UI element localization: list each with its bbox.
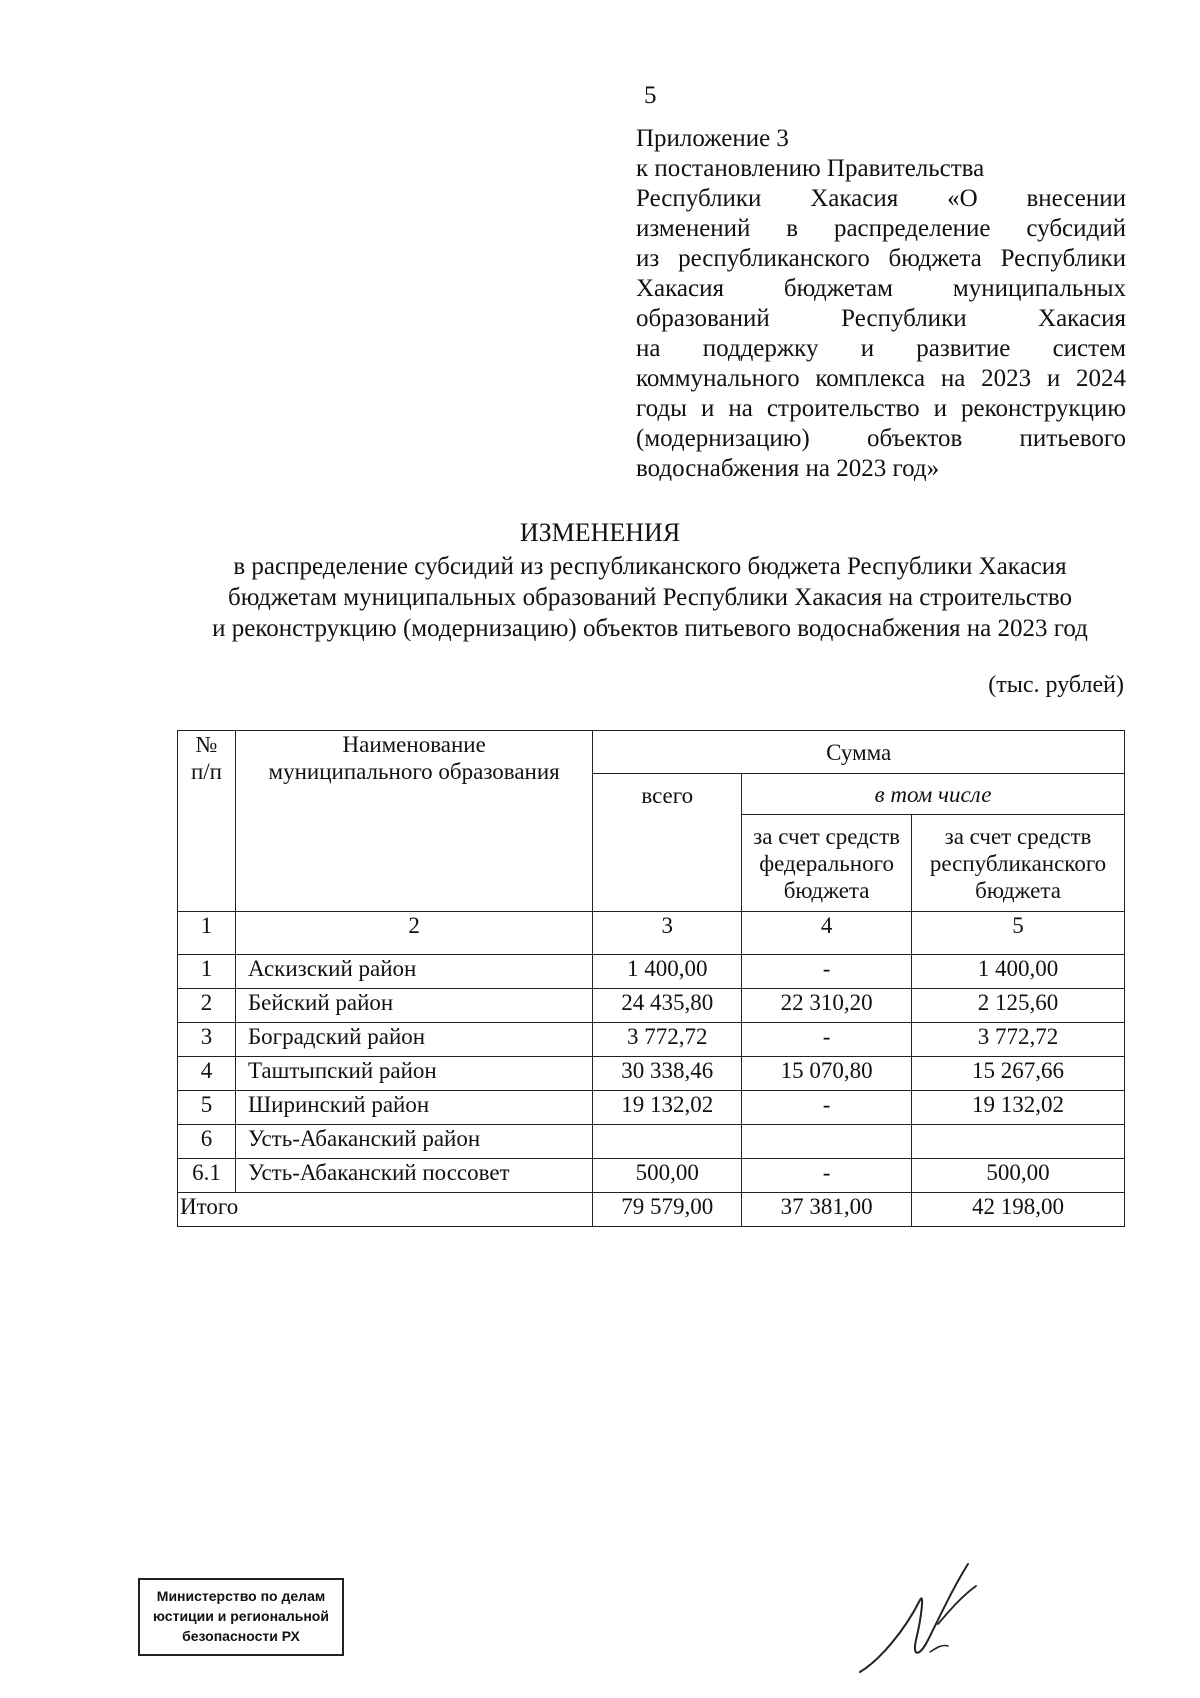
table-row — [178, 989, 1125, 1023]
page-number: 5 — [644, 82, 657, 109]
row-num: 4 — [178, 1057, 236, 1091]
row-republic: 15 267,66 — [912, 1057, 1125, 1091]
row-total: 1 400,00 — [593, 955, 742, 989]
row-federal: - — [742, 955, 912, 989]
header-republic — [912, 815, 1125, 912]
column-number-row — [178, 912, 1125, 955]
appendix-header — [636, 124, 1126, 484]
header-total: всего — [593, 774, 742, 912]
header-num-line: № — [195, 732, 218, 757]
row-federal: - — [742, 1159, 912, 1193]
row-republic: 500,00 — [912, 1159, 1125, 1193]
row-total: 30 338,46 — [593, 1057, 742, 1091]
header-republic-line: бюджета — [975, 877, 1061, 903]
row-num: 1 — [178, 955, 236, 989]
appendix-line: изменений в распределение субсидий — [636, 215, 1126, 242]
row-name: Усть-Абаканский район — [235, 1125, 592, 1159]
row-federal: - — [742, 1091, 912, 1125]
row-federal — [742, 1125, 912, 1159]
subsidy-table — [177, 730, 1125, 1227]
total-republic: 42 198,00 — [912, 1193, 1125, 1227]
row-republic: 19 132,02 — [912, 1091, 1125, 1125]
row-name: Боградский район — [235, 1023, 592, 1057]
header-name — [235, 731, 592, 912]
stamp-line: юстиции и региональной — [153, 1608, 329, 1624]
appendix-line: Хакасия бюджетам муниципальных — [636, 275, 1126, 302]
appendix-line: годы и на строительство и реконструкцию — [636, 395, 1126, 422]
appendix-line: из республиканского бюджета Республики — [636, 245, 1126, 272]
total-sum: 79 579,00 — [593, 1193, 742, 1227]
row-total: 500,00 — [593, 1159, 742, 1193]
appendix-line: на поддержку и развитие систем — [636, 335, 1126, 362]
row-total: 3 772,72 — [593, 1023, 742, 1057]
row-num: 3 — [178, 1023, 236, 1057]
column-number: 4 — [742, 912, 912, 955]
row-name: Аскизский район — [235, 955, 592, 989]
header-federal-line: федерального — [759, 850, 894, 876]
subtitle-line: и реконструкцию (модернизацию) объектов питьевого водоснабжения на 2023 год — [212, 615, 1088, 642]
column-number: 3 — [593, 912, 742, 955]
row-republic — [912, 1125, 1125, 1159]
total-row — [178, 1193, 1125, 1227]
row-federal: 22 310,20 — [742, 989, 912, 1023]
row-num: 5 — [178, 1091, 236, 1125]
table-row — [178, 1159, 1125, 1193]
header-federal-line: за счет средств — [753, 823, 900, 849]
table-row — [178, 1057, 1125, 1091]
table-row — [178, 1091, 1125, 1125]
row-total — [593, 1125, 742, 1159]
appendix-line: к постановлению Правительства — [636, 155, 985, 182]
row-republic: 1 400,00 — [912, 955, 1125, 989]
ministry-stamp — [138, 1578, 344, 1656]
header-sum: Сумма — [593, 731, 1125, 774]
total-federal: 37 381,00 — [742, 1193, 912, 1227]
header-federal-line: бюджета — [783, 877, 870, 903]
row-name: Усть-Абаканский поссовет — [235, 1159, 592, 1193]
appendix-line: коммунального комплекса на 2023 и 2024 — [636, 365, 1126, 392]
row-total: 24 435,80 — [593, 989, 742, 1023]
table-row — [178, 955, 1125, 989]
total-label: Итого — [178, 1193, 593, 1227]
header-name-line: Наименование — [342, 732, 486, 757]
appendix-line: (модернизацию) объектов питьевого — [636, 425, 1126, 452]
row-name: Ширинский район — [235, 1091, 592, 1125]
document-title: ИЗМЕНЕНИЯ — [519, 518, 681, 547]
row-name: Таштыпский район — [235, 1057, 592, 1091]
appendix-line: Приложение 3 — [636, 125, 789, 152]
table-row — [178, 1023, 1125, 1057]
stamp-line: Министерство по делам — [156, 1588, 326, 1604]
row-federal: 15 070,80 — [742, 1057, 912, 1091]
row-num: 6 — [178, 1125, 236, 1159]
row-num: 6.1 — [178, 1159, 236, 1193]
header-num-line: п/п — [190, 759, 222, 784]
row-name: Бейский район — [235, 989, 592, 1023]
column-number: 1 — [178, 912, 236, 955]
row-num: 2 — [178, 989, 236, 1023]
document-subtitle — [150, 551, 1150, 644]
units-label: (тыс. рублей) — [988, 672, 1124, 698]
stamp-line: безопасности РХ — [182, 1628, 300, 1644]
appendix-line: Республики Хакасия «О внесении — [636, 185, 1126, 212]
table-row — [178, 1125, 1125, 1159]
table-header-row — [178, 731, 1125, 774]
header-federal — [742, 815, 912, 912]
row-republic: 2 125,60 — [912, 989, 1125, 1023]
header-republic-line: за счет средств — [944, 823, 1092, 849]
subtitle-line: бюджетам муниципальных образований Республики Хакасия на строительство — [227, 584, 1072, 611]
subtitle-line: в распределение субсидий из республиканского бюджета Республики Хакасия — [233, 553, 1067, 580]
column-number: 5 — [912, 912, 1125, 955]
row-federal: - — [742, 1023, 912, 1057]
row-total: 19 132,02 — [593, 1091, 742, 1125]
header-num — [178, 731, 236, 912]
column-number: 2 — [235, 912, 592, 955]
appendix-line: образований Республики Хакасия — [636, 305, 1126, 332]
signature-icon — [850, 1560, 1010, 1680]
appendix-line: водоснабжения на 2023 год» — [636, 455, 940, 482]
header-name-line: муниципального образования — [268, 759, 560, 784]
header-republic-line: республиканского — [929, 850, 1107, 876]
row-republic: 3 772,72 — [912, 1023, 1125, 1057]
header-including: в том числе — [742, 774, 1125, 815]
